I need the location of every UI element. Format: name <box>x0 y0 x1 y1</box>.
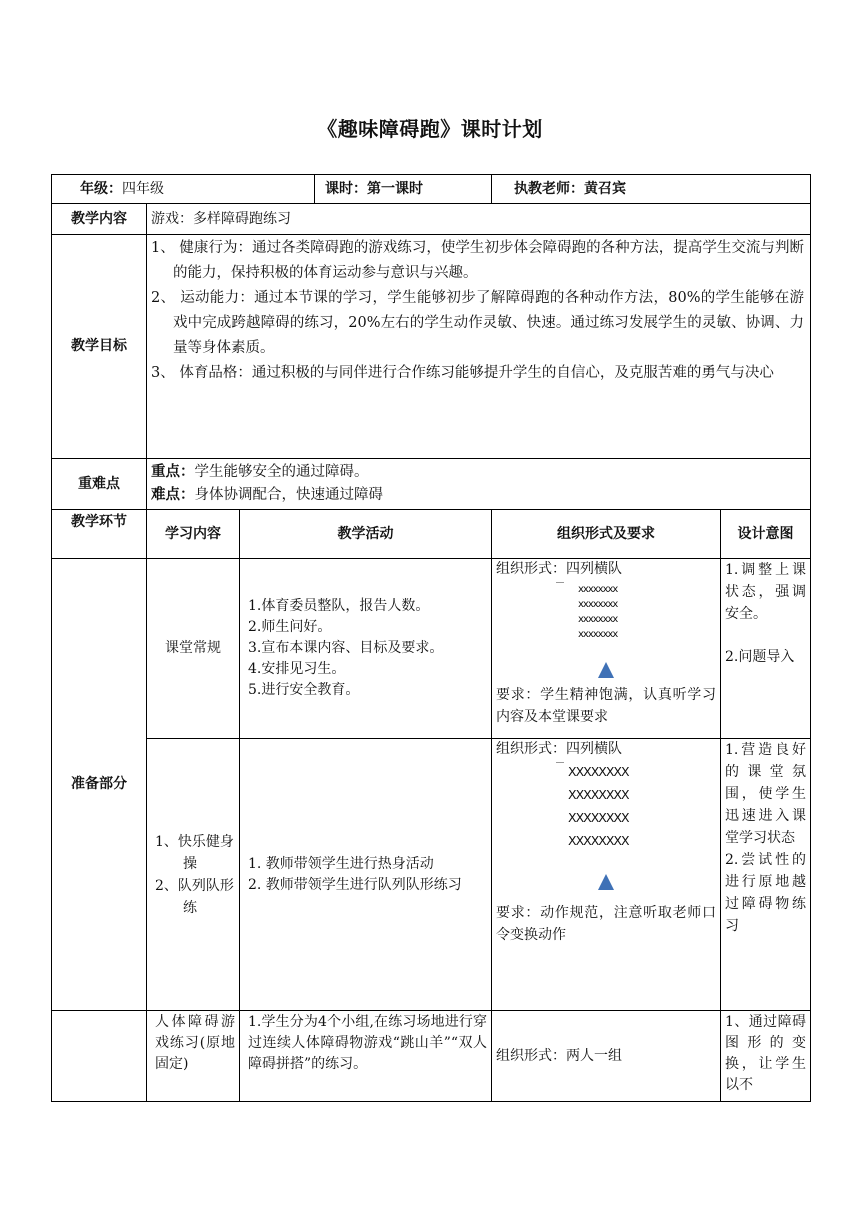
grade-value: 四年级 <box>122 180 164 197</box>
grade-cell <box>52 175 315 203</box>
teacher-value: 黄召宾 <box>584 180 626 197</box>
goals-label: 教学目标 <box>52 235 147 459</box>
header-stage: 教学环节 <box>52 510 147 559</box>
prep-warmup-activities <box>240 739 492 1011</box>
formation-row: xxxxxxxx <box>578 584 618 595</box>
header-row <box>52 510 811 559</box>
page-title: 《趣味障碍跑》课时计划 <box>317 117 543 141</box>
basic-row <box>52 1011 811 1102</box>
formation-diagram <box>496 762 716 850</box>
formation-row: XXXXXXXX <box>568 810 629 825</box>
difficult-point: 难点：身体协调配合，快速通过障碍 <box>151 487 383 503</box>
intent-item: 2.尝试性的进行原地越过障碍物练习 <box>725 852 806 934</box>
teacher-triangle-icon <box>598 662 614 678</box>
org-form-label: 组织形式：四列横队 <box>496 561 622 577</box>
key-points-label: 重难点 <box>52 459 147 510</box>
prep-routine-intent <box>721 559 811 739</box>
content-row <box>52 204 811 235</box>
key-points-row <box>52 459 811 510</box>
activity-item: 2. 教师带领学生进行队列队形练习 <box>248 876 462 893</box>
header-activity: 教学活动 <box>240 510 492 559</box>
prep-routine-activities <box>240 559 492 739</box>
teacher-triangle-icon <box>598 874 614 890</box>
basic-activity: 1.学生分为4个小组,在练习场地进行穿过连续人体障碍物游戏“跳山羊”“双人障碍拼搭”的练习。 <box>240 1011 492 1102</box>
goal-item-health: 1、 健康行为：通过各类障碍跑的游戏练习，使学生初步体会障碍跑的各种方法，提高学生交流与判断的能力，保持积极的体育运动参与意识与兴趣。 <box>151 240 804 281</box>
formation-row: xxxxxxxx <box>578 599 618 610</box>
content-item: 1、快乐健身操 <box>155 833 234 872</box>
basic-content: 人体障碍游戏练习(原地固定) <box>147 1011 240 1102</box>
content-label: 教学内容 <box>52 204 147 235</box>
prep-routine-content: 课堂常规 <box>147 559 240 739</box>
formation-row: xxxxxxxx <box>578 629 618 640</box>
teacher-cell <box>491 175 626 203</box>
header-organization: 组织形式及要求 <box>492 510 721 559</box>
goals-cell <box>147 235 811 459</box>
key-point: 重点：学生能够安全的通过障碍。 <box>151 464 369 480</box>
lesson-label: 课时： <box>325 180 367 197</box>
activity-item: 3.宣布本课内容、目标及要求。 <box>248 640 444 656</box>
formation-row: XXXXXXXX <box>568 787 629 802</box>
formation-row: XXXXXXXX <box>568 764 629 779</box>
activity-item: 1. 教师带领学生进行热身活动 <box>248 855 434 872</box>
key-points-cell <box>147 459 811 510</box>
org-form-label: 组织形式：四列横队 <box>496 741 622 757</box>
lesson-cell <box>315 179 423 200</box>
goal-item-character: 3、 体育品格：通过积极的与同伴进行合作练习能够提升学生的自信心，及克服苦难的勇气与决心 <box>151 365 774 381</box>
header-intent: 设计意图 <box>721 510 811 559</box>
intent-item: 1.调整上课状态，强调安全。 <box>725 562 806 622</box>
intent-item: 2.问题导入 <box>725 649 795 665</box>
info-row <box>52 175 811 204</box>
formation-row: XXXXXXXX <box>568 833 629 848</box>
goals-row <box>52 235 811 459</box>
basic-intent: 1、通过障碍图形的变换，让学生以不 <box>721 1011 811 1102</box>
basic-organization: 组织形式：两人一组 <box>492 1011 721 1102</box>
prep-row-routine <box>52 559 811 739</box>
activity-item: 1.体育委员整队，报告人数。 <box>248 598 430 614</box>
prep-warmup-intent <box>721 739 811 1011</box>
grade-label: 年级： <box>80 180 122 197</box>
prep-row-warmup <box>52 739 811 1011</box>
prep-warmup-content <box>147 739 240 1011</box>
activity-item: 2.师生问好。 <box>248 619 332 635</box>
org-requirement: 要求：动作规范，注意听取老师口令变换动作 <box>496 905 716 943</box>
prep-warmup-organization <box>492 739 721 1011</box>
intent-item: 1.营造良好的课堂氛围，使学生迅速进入课堂学习状态 <box>725 742 806 846</box>
formation-row: xxxxxxxx <box>578 614 618 625</box>
formation-diagram <box>496 582 716 654</box>
prep-routine-organization <box>492 559 721 739</box>
basic-stage-label <box>52 1011 147 1102</box>
prep-stage-label: 准备部分 <box>52 559 147 1011</box>
lesson-value: 第一课时 <box>367 180 423 197</box>
org-requirement: 要求：学生精神饱满，认真听学习内容及本堂课要求 <box>496 687 716 725</box>
header-content: 学习内容 <box>147 510 240 559</box>
activity-item: 5.进行安全教育。 <box>248 682 360 698</box>
activity-item: 4.安排见习生。 <box>248 661 346 677</box>
content-value: 游戏：多样障碍跑练习 <box>147 204 811 235</box>
teacher-label: 执教老师： <box>514 180 584 197</box>
lesson-plan-table <box>51 174 811 1102</box>
content-item: 2、队列队形练 <box>155 877 234 916</box>
goal-item-ability: 2、 运动能力：通过本节课的学习，学生能够初步了解障碍跑的各种动作方法，80%的学生能够在游戏中完成跨越障碍的练习，20%左右的学生动作灵敏、快速。通过练习发展学生的灵敏、协调、力量等身体素质。 <box>151 290 804 356</box>
